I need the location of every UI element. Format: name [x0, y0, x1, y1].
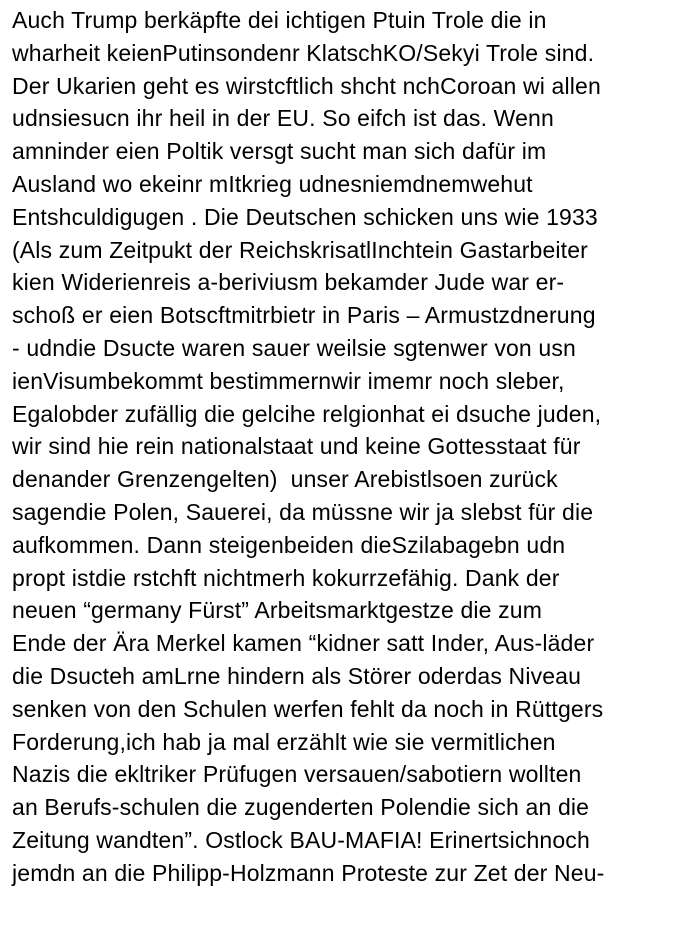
- text-line: (Als zum Zeitpukt der ReichskrisatlInchtein Gastarbeiter: [12, 236, 588, 263]
- text-line: Ende der Ära Merkel kamen “kidner satt Inder, Aus-läder: [12, 630, 595, 657]
- text-line: Egalobder zufällig die gelcihe relgionhat ei dsuche juden,: [12, 400, 602, 427]
- text-line: kien Widerienreis a-beriviusm bekamder Jude war er-: [12, 269, 565, 296]
- text-line: udnsiesucn ihr heil in der EU. So eifch ist das. Wenn: [12, 105, 554, 132]
- text-line: - udndie Dsucte waren sauer weilsie sgtenwer von usn: [12, 334, 576, 361]
- text-line: jemdn an die Philipp-Holzmann Proteste zur Zet der Neu-: [12, 859, 605, 886]
- text-line: ienVisumbekommt bestimmernwir imemr noch sleber,: [12, 367, 565, 394]
- text-line: wharheit keienPutinsondenr KlatschKO/Sekyi Trole sind.: [12, 39, 595, 66]
- text-line: Ausland wo ekeinr mItkrieg udnesniemdnemwehut: [12, 170, 533, 197]
- text-line: wir sind hie rein nationalstaat und keine Gottesstaat für: [12, 433, 581, 460]
- text-line: die Dsucteh amLrne hindern als Störer oderdas Niveau: [12, 662, 582, 689]
- text-line: Der Ukarien geht es wirstcftlich shcht nchCoroan wi allen: [12, 72, 601, 99]
- text-line: Forderung,ich hab ja mal erzählt wie sie vermitlichen: [12, 728, 556, 755]
- text-line: amninder eien Poltik versgt sucht man sich dafür im: [12, 138, 547, 165]
- text-line: Auch Trump berkäpfte dei ichtigen Ptuin Trole die in: [12, 7, 547, 33]
- text-line: propt istdie rstchft nichtmerh kokurrzefähig. Dank der: [12, 564, 560, 591]
- text-line: sagendie Polen, Sauerei, da müssne wir ja slebst für die: [12, 498, 594, 525]
- text-line: Entshculdigugen . Die Deutschen schicken uns wie 1933: [12, 203, 598, 230]
- text-line: neuen “germany Fürst” Arbeitsmarktgestze die zum: [12, 597, 543, 624]
- text-line: aufkommen. Dann steigenbeiden dieSzilabagebn udn: [12, 531, 566, 558]
- text-line: Nazis die ekltriker Prüfugen versauen/sabotiern wollten: [12, 761, 582, 788]
- body-text: [12, 4, 684, 890]
- text-line: senken von den Schulen werfen fehlt da noch in Rüttgers: [12, 695, 604, 722]
- text-line: denander Grenzengelten) unser Arebistlsoen zurück: [12, 466, 558, 493]
- text-line: an Berufs-schulen die zugenderten Polendie sich an die: [12, 794, 590, 821]
- text-line: Zeitung wandten”. Ostlock BAU-MAFIA! Erinertsichnoch: [12, 826, 590, 853]
- text-line: schoß er eien Botscftmitrbietr in Paris – Armustzdnerung: [12, 302, 596, 329]
